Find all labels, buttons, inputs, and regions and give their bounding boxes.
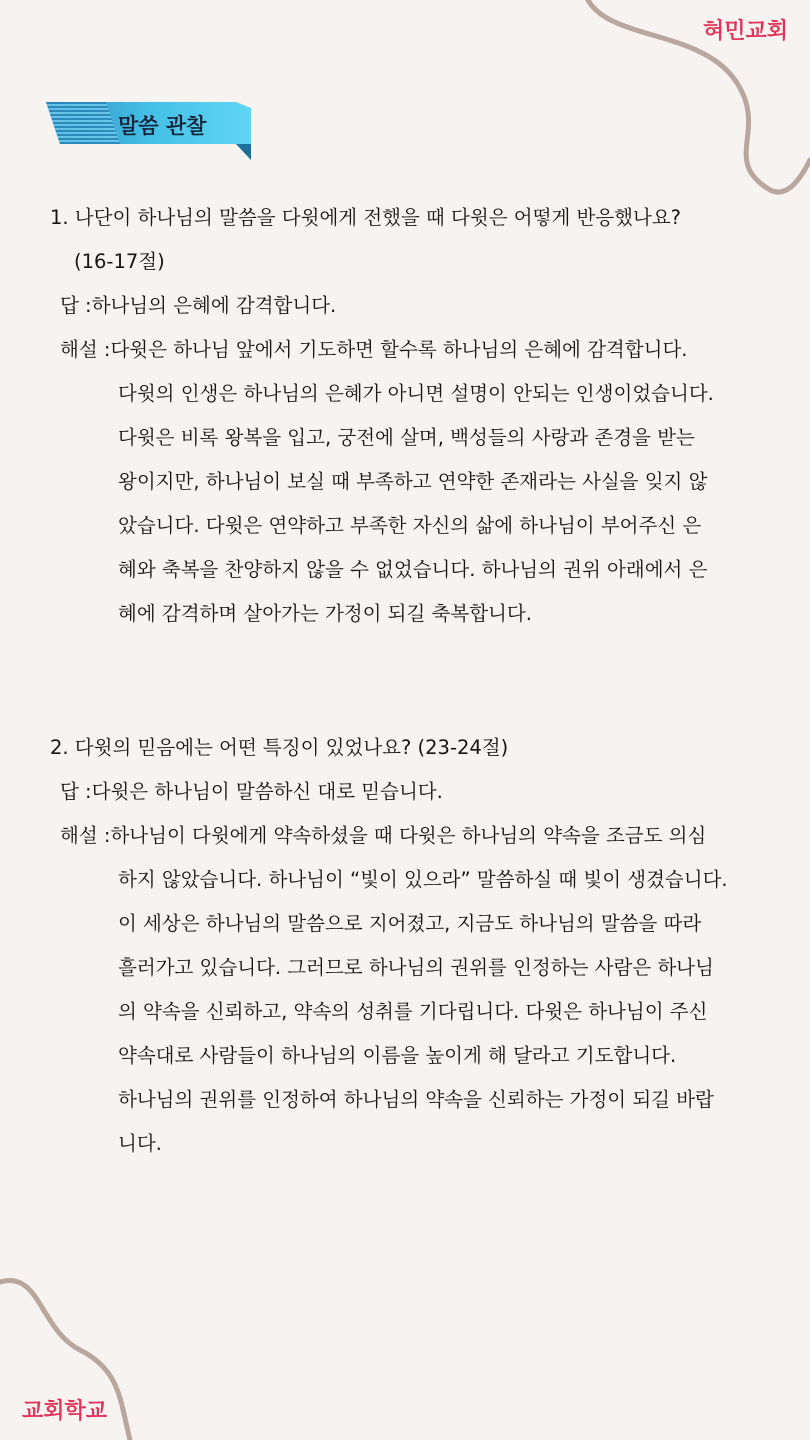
church-school-logo-bottom: 교회학교 [22, 1399, 108, 1424]
explanation-text: 하나님이 다윗에게 약속하셨을 때 다윗은 하나님의 약속을 조금도 의심 [110, 824, 707, 847]
answer-text: 하나님의 은혜에 감격합니다. [91, 294, 337, 317]
explanation-text: 았습니다. 다윗은 연약하고 부족한 자신의 삶에 하나님이 부어주신 은 [118, 514, 702, 537]
explanation-text: 혜에 감격하며 살아가는 가정이 되길 축복합니다. [118, 602, 532, 625]
explanation-text: 하나님의 권위를 인정하여 하나님의 약속을 신뢰하는 가정이 되길 바랍 [118, 1088, 714, 1111]
explanation-text: 다윗은 비록 왕복을 입고, 궁전에 살며, 백성들의 사랑과 존경을 받는 [118, 426, 695, 449]
answer-label: 답 : [60, 294, 92, 317]
explanation-label: 해설 : [60, 338, 111, 361]
answer-line [50, 770, 770, 814]
section-banner [46, 100, 256, 162]
answer-label: 답 : [60, 780, 92, 803]
explanation-line [50, 328, 770, 372]
answer-text: 다윗은 하나님이 말씀하신 대로 믿습니다. [91, 780, 443, 803]
explanation-text: 의 약속을 신뢰하고, 약속의 성취를 기다립니다. 다윗은 하나님이 주신 [118, 1000, 708, 1023]
question-text: 2. 다윗의 믿음에는 어떤 특징이 있었나요? (23-24절) [50, 736, 509, 759]
explanation-text: 혜와 축복을 찬양하지 않을 수 없었습니다. 하나님의 권위 아래에서 은 [118, 558, 708, 581]
explanation-text: 다윗은 하나님 앞에서 기도하면 할수록 하나님의 은혜에 감격합니다. [110, 338, 688, 361]
explanation-text: 이 세상은 하나님의 말씀으로 지어졌고, 지금도 하나님의 말씀을 따라 [118, 912, 702, 935]
explanation-text: 약속대로 사람들이 하나님의 이름을 높이게 해 달라고 기도합니다. [118, 1044, 677, 1067]
explanation-label: 해설 : [60, 824, 111, 847]
section-title: 말씀 관찰 [118, 114, 207, 138]
explanation-text: 니다. [118, 1132, 162, 1155]
explanation-text: 다윗의 인생은 하나님의 은혜가 아니면 설명이 안되는 인생이었습니다. [118, 382, 714, 405]
church-logo-top: 혀민교회 [702, 19, 788, 44]
explanation-text: 왕이지만, 하나님이 보실 때 부족하고 연약한 존재라는 사실을 잊지 않 [118, 470, 708, 493]
question-block-2 [50, 726, 770, 1166]
question-text: 1. 나단이 하나님의 말씀을 다윗에게 전했을 때 다윗은 어떻게 반응했나요? [50, 206, 682, 229]
question-block-1 [50, 196, 770, 636]
explanation-line [50, 814, 770, 858]
question-text-cont: (16-17절) [74, 250, 165, 273]
explanation-text: 흘러가고 있습니다. 그러므로 하나님의 권위를 인정하는 사람은 하나님 [118, 956, 714, 979]
explanation-text: 하지 않았습니다. 하나님이 “빛이 있으라” 말씀하실 때 빛이 생겼습니다. [118, 868, 728, 891]
answer-line [50, 284, 770, 328]
